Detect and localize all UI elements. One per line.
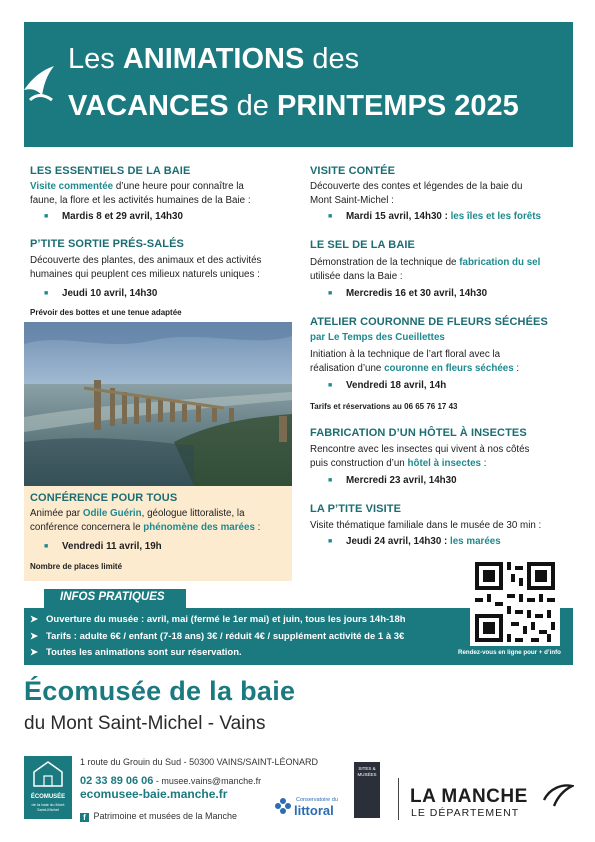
la-manche-subtitle: LE DÉPARTEMENT <box>411 807 520 819</box>
bullet-icon: ■ <box>328 538 333 545</box>
hotel-date: ■ Mercredi 23 avril, 14h30 <box>328 475 457 486</box>
essentiels-text: Visite commentée d’une heure pour connaître la faune, la flore et les activités humaines de la Baie : <box>30 181 251 206</box>
essentiels-title: LES ESSENTIELS DE LA BAIE <box>30 165 191 177</box>
couronne-text: Initiation à la technique de l’art floral avec la réalisation d’une couronne en fleurs séchées : <box>310 349 520 374</box>
sites-musees-logo <box>354 762 380 818</box>
essentiels-date: ■ Mardis 8 et 29 avril, 14h30 <box>44 211 183 222</box>
contee-title: VISITE CONTÉE <box>310 165 396 177</box>
sel-date: ■ Mercredis 16 et 30 avril, 14h30 <box>328 288 488 299</box>
conference-note: Nombre de places limité <box>30 562 123 571</box>
conservatoire-small: Conservatoire du <box>296 797 338 803</box>
couronne-note: Tarifs et réservations au 06 65 76 17 43 <box>310 402 458 411</box>
sortie-title: P’TITE SORTIE PRÉS-SALÉS <box>30 238 184 250</box>
bullet-icon: ■ <box>328 382 333 389</box>
bullet-icon: ■ <box>328 213 333 220</box>
sel-title: LE SEL DE LA BAIE <box>310 239 415 251</box>
chevron-right-icon: ➤ <box>30 631 38 642</box>
couronne-subtitle: par Le Temps des Cueillettes <box>310 332 445 343</box>
ecomusee-subtitle: du Mont Saint-Michel - Vains <box>24 713 266 734</box>
bullet-icon: ■ <box>328 290 333 297</box>
couronne-date: ■ Vendredi 18 avril, 14h <box>328 380 447 391</box>
header-title-line2: VACANCES de PRINTEMPS 2025 <box>68 90 519 122</box>
infos-prices: ➤ Tarifs : adulte 6€ / enfant (7-18 ans) 3€ / réduit 4€ / supplément activité de 1 à 3€ <box>30 631 405 642</box>
ptite-date: ■ Jeudi 24 avril, 14h30 : les marées <box>328 536 501 547</box>
address: 1 route du Grouin du Sud - 50300 VAINS/SAINT-LÉONARD <box>80 757 318 767</box>
ecomusee-title: Écomusée de la baie <box>24 676 296 706</box>
facebook-line[interactable]: f Patrimoine et musées de la Manche <box>80 806 237 824</box>
salt-marsh-photo <box>24 322 292 486</box>
ptite-text: Visite thématique familiale dans le musée de 30 min : <box>310 520 542 531</box>
facebook-icon: f <box>80 813 89 822</box>
infos-booking: ➤ Toutes les animations sont sur réservation. <box>30 647 242 658</box>
bullet-icon: ■ <box>328 477 333 484</box>
ecomusee-logo <box>24 756 72 819</box>
house-icon <box>24 756 72 792</box>
qr-caption: Rendez-vous en ligne pour + d’info <box>458 649 561 656</box>
infos-opening: ➤ Ouverture du musée : avril, mai (fermé le 1er mai) et juin, tous les jours 14h-18h <box>30 614 406 625</box>
bird-logo-icon <box>22 60 56 106</box>
chevron-right-icon: ➤ <box>30 614 38 625</box>
bullet-icon: ■ <box>44 213 49 220</box>
la-manche-swoosh-icon <box>540 780 574 808</box>
conference-date: ■ Vendredi 11 avril, 19h <box>44 541 162 552</box>
conference-text: Animée par Odile Guérin, géologue littoraliste, la conférence concernera le phénomène des marées : <box>30 508 261 533</box>
infos-title: INFOS PRATIQUES <box>60 591 165 603</box>
qr-code-icon[interactable] <box>475 562 555 642</box>
email[interactable]: - musee.vains@manche.fr <box>153 776 262 786</box>
bullet-icon: ■ <box>44 290 49 297</box>
chevron-right-icon: ➤ <box>30 647 38 658</box>
conservatoire-flower-icon <box>274 797 292 815</box>
phone[interactable]: 02 33 89 06 06 <box>80 775 154 787</box>
sel-text: Démonstration de la technique de fabrication du sel utilisée dans la Baie : <box>310 257 541 282</box>
couronne-title: ATELIER COURONNE DE FLEURS SÉCHÉES <box>310 316 548 328</box>
conservatoire-big: littoral <box>294 803 334 818</box>
header-title-line1: Les ANIMATIONS des <box>68 43 360 75</box>
la-manche-title: LA MANCHE <box>410 786 528 807</box>
ecomusee-logo-label: ÉCOMUSÉE <box>30 794 66 800</box>
divider <box>398 778 399 820</box>
conference-title: CONFÉRENCE POUR TOUS <box>30 492 178 504</box>
bullet-icon: ■ <box>44 543 49 550</box>
hotel-title: FABRICATION D’UN HÔTEL À INSECTES <box>310 427 527 439</box>
sortie-date: ■ Jeudi 10 avril, 14h30 <box>44 288 158 299</box>
website-link[interactable]: ecomusee-baie.manche.fr <box>80 787 228 801</box>
contee-date: ■ Mardi 15 avril, 14h30 : les îles et les forêts <box>328 211 541 222</box>
sites-musees-label: SITES & MUSÉES <box>357 766 377 777</box>
sortie-note: Prévoir des bottes et une tenue adaptée <box>30 308 182 317</box>
hotel-text: Rencontre avec les insectes qui vivent à nos côtés puis construction d’un hôtel à insectes : <box>310 444 530 469</box>
sortie-text: Découverte des plantes, des animaux et des activités humaines qui peuplent ces milieux naturels uniques : <box>30 255 262 280</box>
ecomusee-logo-sublabel: de la baie du Mont Saint-Michel <box>31 802 65 812</box>
contee-text: Découverte des contes et légendes de la baie du Mont Saint-Michel : <box>310 181 523 206</box>
ptite-title: LA P’TITE VISITE <box>310 503 402 515</box>
